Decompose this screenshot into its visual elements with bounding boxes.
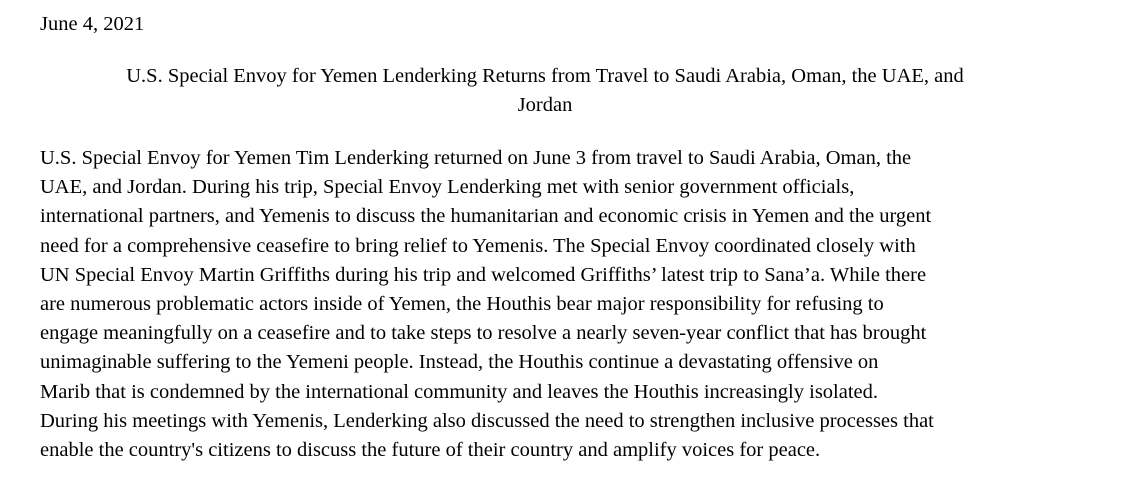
body-line: international partners, and Yemenis to discuss the humanitarian and economic crisis in Yemen and the urgent [40,205,932,228]
body-line: unimaginable suffering to the Yemeni people. Instead, the Houthis continue a devastating offensive on [40,351,879,374]
body-line: Marib that is condemned by the international community and leaves the Houthis increasingly isolated. [40,380,879,403]
document-date: June 4, 2021 [40,13,145,35]
title-line: U.S. Special Envoy for Yemen Lenderking Returns from Travel to Saudi Arabia, Oman, the UAE, and [126,65,964,87]
document-title [40,62,1050,120]
body-line: During his meetings with Yemenis, Lenderking also discussed the need to strengthen inclusive processes that [40,409,934,432]
document-body [40,144,1120,465]
body-line: enable the country's citizens to discuss the future of their country and amplify voices for peace. [40,439,821,462]
title-line: Jordan [517,94,573,116]
body-line: UAE, and Jordan. During his trip, Special Envoy Lenderking met with senior government officials, [40,176,855,199]
body-line: engage meaningfully on a ceasefire and to take steps to resolve a nearly seven-year conflict that has brought [40,322,927,345]
body-line: UN Special Envoy Martin Griffiths during his trip and welcomed Griffiths’ latest trip to Sana’a. While there [40,263,927,286]
body-line: U.S. Special Envoy for Yemen Tim Lenderking returned on June 3 from travel to Saudi Arabia, Oman, the [40,147,912,169]
body-line: need for a comprehensive ceasefire to bring relief to Yemenis. The Special Envoy coordinated closely with [40,234,916,257]
body-line: are numerous problematic actors inside of Yemen, the Houthis bear major responsibility for refusing to [40,293,884,316]
